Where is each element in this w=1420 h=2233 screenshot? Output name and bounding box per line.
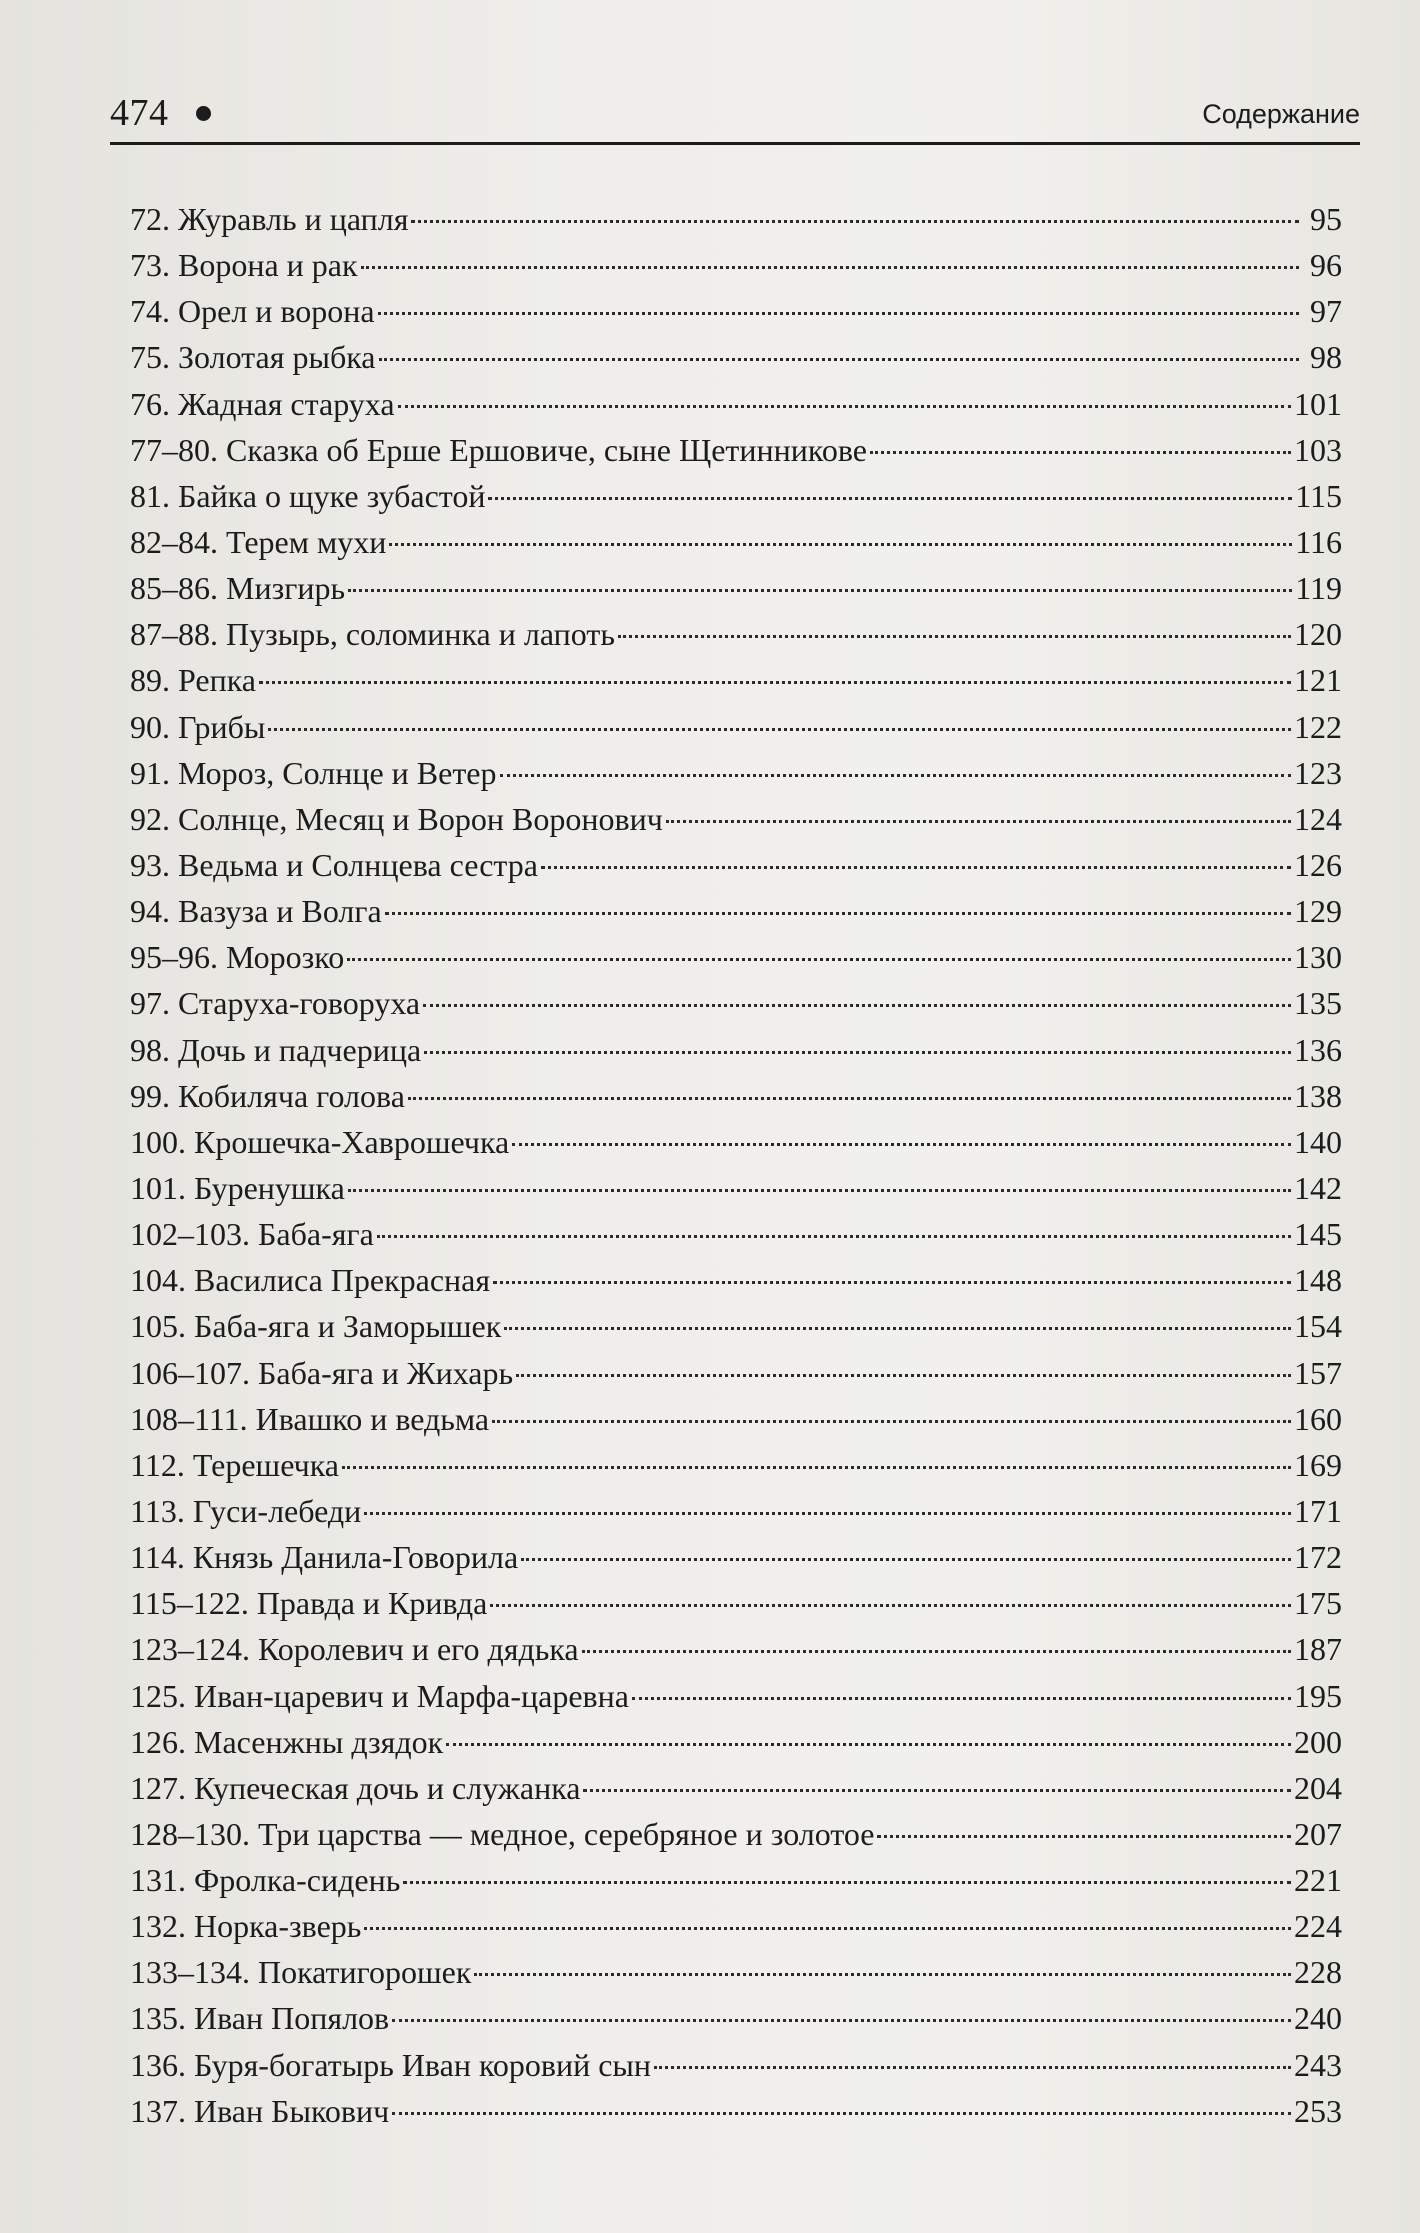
toc-entry-page: 129 <box>1294 893 1342 930</box>
dot-leader <box>504 1327 1291 1330</box>
dot-leader <box>541 866 1291 869</box>
dot-leader <box>583 1789 1291 1792</box>
toc-entry <box>130 1857 1342 1903</box>
toc-entry-page: 96 <box>1310 247 1342 284</box>
toc-entry-title: 137. Иван Быкович <box>130 2092 390 2129</box>
toc-entry-title: 99. Кобиляча голова <box>130 1077 405 1114</box>
toc-entry-title: 97. Старуха-говоруха <box>130 985 421 1022</box>
dot-leader <box>488 497 1292 500</box>
toc-entry-page: 119 <box>1295 570 1342 607</box>
toc-entry <box>130 704 1342 750</box>
toc-entry-page: 95 <box>1310 201 1342 237</box>
dot-leader <box>411 220 1299 223</box>
toc-entry-title: 98. Дочь и падчерица <box>130 1031 422 1068</box>
toc-entry <box>130 1765 1342 1811</box>
toc-entry-title: 89. Репка <box>130 662 256 699</box>
page-header <box>110 88 1360 138</box>
toc-entry <box>130 1350 1342 1396</box>
dot-leader <box>446 1743 1291 1746</box>
dot-leader <box>493 1281 1291 1284</box>
toc-entry <box>130 1396 1342 1442</box>
toc-entry-page: 204 <box>1294 1769 1342 1806</box>
toc-entry <box>130 381 1342 427</box>
toc-entry-page: 253 <box>1294 2092 1342 2129</box>
toc-entry-title: 135. Иван Попялов <box>130 2000 390 2037</box>
dot-leader <box>877 1835 1291 1838</box>
dot-leader <box>521 1558 1291 1561</box>
toc-entry-title: 74. Орел и ворона <box>130 293 375 330</box>
toc-entry-title: 77–80. Сказка об Ерше Ершовиче, сыне Щетинникове <box>130 431 867 468</box>
toc-entry-title: 114. Князь Данила-Говорила <box>130 1539 519 1576</box>
toc-entry-page: 154 <box>1294 1308 1342 1345</box>
toc-entry-title: 115–122. Правда и Кривда <box>130 1585 488 1622</box>
toc-entry-title: 76. Жадная старуха <box>130 385 395 422</box>
toc-entry-title: 104. Василиса Прекрасная <box>130 1262 491 1299</box>
toc-entry-title: 125. Иван-царевич и Марфа-царевна <box>130 1677 629 1714</box>
toc-entry-title: 81. Байка о щуке зубастой <box>130 477 486 514</box>
toc-entry-page: 140 <box>1294 1123 1342 1160</box>
toc-entry-page: 195 <box>1294 1677 1342 1714</box>
toc-entry-title: 133–134. Покатигорошек <box>130 1954 472 1991</box>
toc-entry <box>130 796 1342 842</box>
toc-entry-page: 103 <box>1294 431 1342 468</box>
bullet-icon <box>196 106 211 121</box>
toc-entry-page: 171 <box>1294 1492 1342 1529</box>
toc-entry <box>130 2042 1342 2088</box>
toc-entry-title: 82–84. Терем мухи <box>130 523 387 560</box>
toc-entry-title: 92. Солнце, Месяц и Ворон Воронович <box>130 800 663 837</box>
toc-entry-page: 142 <box>1294 1169 1342 1206</box>
toc-entry-title: 128–130. Три царства — медное, серебряное и золотое <box>130 1815 875 1852</box>
toc-entry-title: 100. Крошечка-Хаврошечка <box>130 1123 510 1160</box>
dot-leader <box>392 2019 1291 2022</box>
toc-entry <box>130 2088 1342 2134</box>
dot-leader <box>378 312 1299 315</box>
toc-entry-page: 126 <box>1294 846 1342 883</box>
toc-entry-title: 95–96. Морозко <box>130 939 345 976</box>
toc-entry <box>130 1257 1342 1303</box>
dot-leader <box>364 1512 1291 1515</box>
toc-entry-title: 108–111. Ивашко и ведьма <box>130 1400 490 1437</box>
dot-leader <box>666 820 1291 823</box>
toc-entry-title: 72. Журавль и цапля <box>130 201 409 237</box>
toc-entry <box>130 1811 1342 1857</box>
toc-entry <box>130 657 1342 703</box>
toc-entry <box>130 980 1342 1026</box>
dot-leader <box>492 1420 1291 1423</box>
toc-entry-page: 136 <box>1294 1031 1342 1068</box>
toc-entry <box>130 934 1342 980</box>
dot-leader <box>348 589 1292 592</box>
dot-leader <box>423 1004 1291 1007</box>
toc-entry-title: 112. Терешечка <box>130 1446 339 1483</box>
dot-leader <box>385 912 1291 915</box>
dot-leader <box>398 405 1291 408</box>
toc-entry-title: 127. Купеческая дочь и служанка <box>130 1769 581 1806</box>
toc-entry <box>130 334 1342 380</box>
dot-leader <box>424 1051 1291 1054</box>
toc-entry-page: 240 <box>1294 2000 1342 2037</box>
dot-leader <box>618 635 1291 638</box>
toc-entry-title: 123–124. Королевич и его дядька <box>130 1631 579 1668</box>
toc-entry <box>130 427 1342 473</box>
toc-entry-page: 97 <box>1310 293 1342 330</box>
toc-entry-title: 102–103. Баба-яга <box>130 1216 374 1253</box>
toc-entry-page: 124 <box>1294 800 1342 837</box>
table-of-contents <box>130 196 1342 2134</box>
toc-entry <box>130 1719 1342 1765</box>
toc-entry <box>130 888 1342 934</box>
toc-entry-title: 94. Вазуза и Волга <box>130 893 382 930</box>
toc-entry-page: 138 <box>1294 1077 1342 1114</box>
toc-entry <box>130 196 1342 242</box>
toc-entry <box>130 1949 1342 1995</box>
toc-entry-title: 101. Буренушка <box>130 1169 345 1206</box>
dot-leader <box>582 1650 1291 1653</box>
toc-entry-page: 148 <box>1294 1262 1342 1299</box>
toc-entry <box>130 1165 1342 1211</box>
toc-entry-title: 90. Грибы <box>130 708 266 745</box>
toc-entry-title: 87–88. Пузырь, соломинка и лапоть <box>130 616 615 653</box>
dot-leader <box>377 1235 1291 1238</box>
toc-entry-page: 160 <box>1294 1400 1342 1437</box>
toc-entry <box>130 288 1342 334</box>
dot-leader <box>379 358 1300 361</box>
toc-entry-title: 126. Масенжны дзядок <box>130 1723 444 1760</box>
toc-entry-page: 224 <box>1294 1908 1342 1945</box>
toc-entry <box>130 1488 1342 1534</box>
toc-entry <box>130 611 1342 657</box>
toc-entry-title: 106–107. Баба-яга и Жихарь <box>130 1354 514 1391</box>
toc-entry-page: 221 <box>1294 1862 1342 1899</box>
toc-entry-page: 157 <box>1294 1354 1342 1391</box>
dot-leader <box>408 1097 1291 1100</box>
toc-entry-page: 121 <box>1294 662 1342 699</box>
toc-entry <box>130 1673 1342 1719</box>
dot-leader <box>342 1466 1291 1469</box>
dot-leader <box>259 681 1291 684</box>
toc-entry-title: 73. Ворона и рак <box>130 247 358 284</box>
toc-entry-page: 200 <box>1294 1723 1342 1760</box>
toc-entry-page: 135 <box>1294 985 1342 1022</box>
dot-leader <box>516 1374 1291 1377</box>
toc-entry <box>130 242 1342 288</box>
toc-entry <box>130 1626 1342 1672</box>
dot-leader <box>870 451 1291 454</box>
toc-entry <box>130 1580 1342 1626</box>
toc-entry-title: 93. Ведьма и Солнцева сестра <box>130 846 538 883</box>
toc-entry-page: 175 <box>1294 1585 1342 1622</box>
toc-entry <box>130 1303 1342 1349</box>
header-rule <box>110 142 1360 145</box>
toc-entry <box>130 1995 1342 2041</box>
dot-leader <box>392 2112 1291 2115</box>
toc-entry <box>130 842 1342 888</box>
section-title: Содержание <box>1202 99 1360 129</box>
toc-entry-page: 228 <box>1294 1954 1342 1991</box>
toc-entry-page: 122 <box>1294 708 1342 745</box>
dot-leader <box>490 1604 1291 1607</box>
toc-entry-page: 116 <box>1295 523 1342 560</box>
toc-entry-title: 131. Фролка-сидень <box>130 1862 401 1899</box>
toc-entry-page: 115 <box>1295 477 1342 514</box>
toc-entry <box>130 1211 1342 1257</box>
toc-entry-title: 113. Гуси-лебеди <box>130 1492 362 1529</box>
toc-entry-page: 207 <box>1294 1815 1342 1852</box>
toc-entry <box>130 1119 1342 1165</box>
dot-leader <box>632 1697 1291 1700</box>
toc-entry-page: 187 <box>1294 1631 1342 1668</box>
toc-entry-page: 172 <box>1294 1539 1342 1576</box>
dot-leader <box>364 1927 1291 1930</box>
toc-entry <box>130 473 1342 519</box>
toc-entry-page: 123 <box>1294 754 1342 791</box>
toc-entry-page: 145 <box>1294 1216 1342 1253</box>
toc-entry <box>130 519 1342 565</box>
toc-entry <box>130 1534 1342 1580</box>
toc-entry <box>130 1027 1342 1073</box>
dot-leader <box>268 728 1291 731</box>
page-number: 474 <box>110 92 169 134</box>
dot-leader <box>348 1189 1291 1192</box>
dot-leader <box>389 543 1292 546</box>
toc-entry <box>130 750 1342 796</box>
dot-leader <box>474 1973 1291 1976</box>
toc-entry <box>130 565 1342 611</box>
dot-leader <box>654 2066 1291 2069</box>
toc-entry-page: 98 <box>1310 339 1342 376</box>
toc-entry-page: 130 <box>1294 939 1342 976</box>
toc-entry-page: 169 <box>1294 1446 1342 1483</box>
dot-leader <box>347 958 1291 961</box>
toc-entry-title: 132. Норка-зверь <box>130 1908 362 1945</box>
toc-entry-title: 91. Мороз, Солнце и Ветер <box>130 754 497 791</box>
dot-leader <box>403 1881 1291 1884</box>
toc-entry <box>130 1442 1342 1488</box>
toc-entry-title: 136. Буря-богатырь Иван коровий сын <box>130 2046 652 2083</box>
toc-entry-title: 85–86. Мизгирь <box>130 570 346 607</box>
dot-leader <box>500 774 1292 777</box>
toc-entry-page: 243 <box>1294 2046 1342 2083</box>
toc-entry <box>130 1073 1342 1119</box>
dot-leader <box>361 266 1299 269</box>
toc-entry <box>130 1903 1342 1949</box>
toc-entry-title: 75. Золотая рыбка <box>130 339 376 376</box>
toc-entry-page: 120 <box>1294 616 1342 653</box>
toc-entry-page: 101 <box>1294 385 1342 422</box>
toc-entry-title: 105. Баба-яга и Заморышек <box>130 1308 502 1345</box>
dot-leader <box>512 1143 1291 1146</box>
